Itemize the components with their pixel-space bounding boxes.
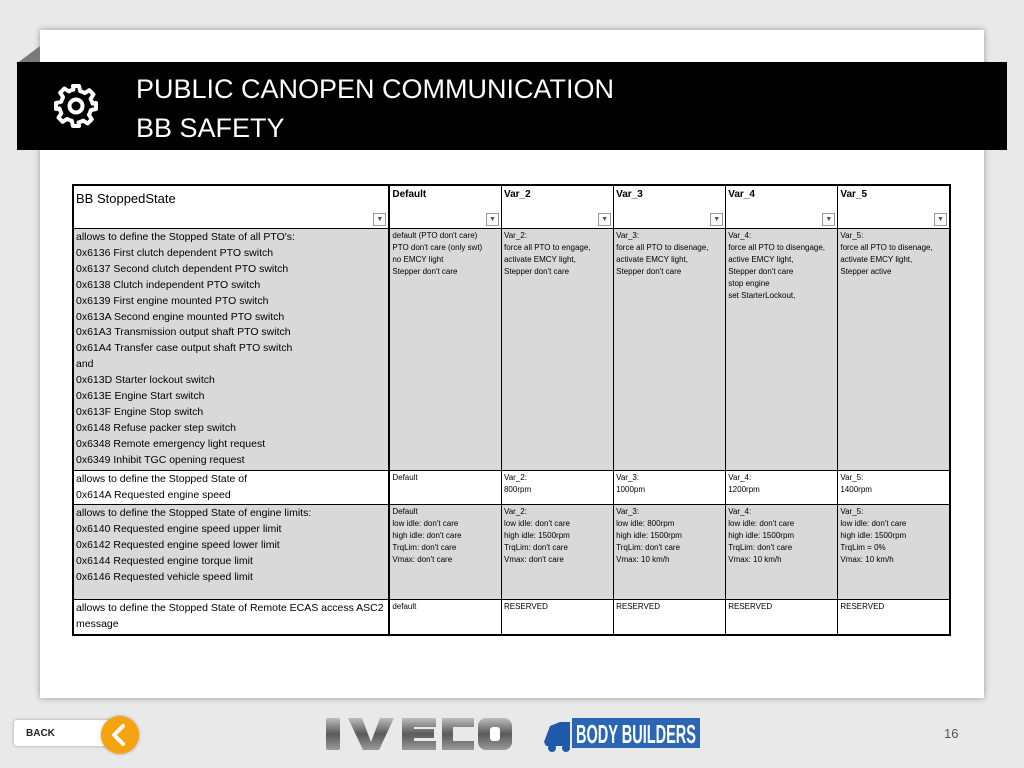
filter-dropdown-icon[interactable]: ▼ (934, 213, 947, 226)
filter-dropdown-icon[interactable]: ▼ (710, 213, 723, 226)
value-cell: default (389, 600, 501, 635)
table-header-row (73, 185, 950, 229)
description-line: 0x6138 Clutch independent PTO switch (76, 278, 261, 291)
page-number: 16 (944, 726, 959, 741)
value-cell: Var_5: 1400rpm (838, 470, 950, 505)
value-cell: Var_4: 1200rpm (726, 470, 838, 505)
column-header: Var_4 (728, 189, 755, 200)
page-title (136, 70, 614, 148)
description-line: 0x6142 Requested engine speed lower limit (76, 539, 280, 552)
back-circle-button[interactable] (101, 716, 139, 754)
value-cell: Var_4: low idle: don't care high idle: 1500rpm TrqLim: don't care Vmax: 10 km/h (726, 505, 838, 600)
header-cell-var2 (501, 185, 613, 229)
bb-stoppedstate-table (72, 184, 951, 636)
description-line: 0x6148 Refuse packer step switch (76, 421, 236, 434)
value-cell: Var_2: low idle: don't care high idle: 1500rpm TrqLim: don't care Vmax: don't care (501, 505, 613, 600)
description-line: allows to define the Stopped State of (76, 472, 248, 485)
filter-dropdown-icon[interactable]: ▼ (822, 213, 835, 226)
header-cell-var4 (726, 185, 838, 229)
table-row (73, 505, 950, 600)
value-cell: Default (389, 470, 501, 505)
description-line: and (76, 358, 94, 371)
description-line: 0x614A Requested engine speed (76, 488, 231, 501)
filter-dropdown-icon[interactable]: ▼ (373, 213, 386, 226)
row-description (73, 600, 389, 635)
description-line: 0x6348 Remote emergency light request (76, 437, 266, 450)
title-line-1: PUBLIC CANOPEN COMMUNICATION (136, 74, 615, 104)
description-line: allows to define the Stopped State of engine limits: (76, 507, 312, 520)
value-cell: Var_3: low idle: 800rpm high idle: 1500rpm TrqLim: don't care Vmax: 10 km/h (614, 505, 726, 600)
value-cell: RESERVED (501, 600, 613, 635)
value-cell: Var_2: force all PTO to engage, activate EMCY light, Stepper don't care (501, 229, 613, 471)
value-cell: default (PTO don't care) PTO don't care (only swt) no EMCY light Stepper don't care (389, 229, 501, 471)
description-line: 0x6137 Second clutch dependent PTO switch (76, 262, 289, 275)
description-line: 0x61A4 Transfer case output shaft PTO switch (76, 342, 293, 355)
value-cell: Var_3: 1000pm (614, 470, 726, 505)
table-row (73, 600, 950, 635)
title-line-2: BB SAFETY (136, 113, 285, 143)
value-cell: RESERVED (614, 600, 726, 635)
description-line: allows to define the Stopped State of Remote ECAS access ASC2 message (76, 602, 384, 631)
filter-dropdown-icon[interactable]: ▼ (598, 213, 611, 226)
description-line: 0x613F Engine Stop switch (76, 405, 204, 418)
description-line: 0x6140 Requested engine speed upper limit (76, 523, 282, 536)
back-label: BACK (26, 728, 55, 739)
gear-icon (52, 82, 100, 130)
column-header: Var_5 (840, 189, 868, 200)
header-label: BB StoppedState (76, 191, 176, 206)
value-cell: Var_4: force all PTO to disengage, active EMCY light, Stepper don't care stop engine set StarterLockout, (726, 229, 838, 471)
value-cell: Var_5: force all PTO to disenage, activate EMCY light, Stepper active (838, 229, 950, 471)
value-cell: Var_2: 800rpm (501, 470, 613, 505)
description-line: 0x613D Starter lockout switch (76, 374, 215, 387)
description-line: 0x6146 Requested vehicle speed limit (76, 571, 253, 584)
column-header: Var_3 (616, 189, 643, 200)
row-description (73, 229, 389, 471)
row-description (73, 505, 389, 600)
description-line: allows to define the Stopped State of all PTO's: (76, 231, 295, 243)
description-line: 0x6136 First clutch dependent PTO switch (76, 246, 274, 259)
bodybuilders-logo-text: BODY BUILDERS (576, 719, 696, 749)
header-cell-stoppedstate (73, 185, 389, 229)
description-line: 0x6144 Requested engine torque limit (76, 555, 253, 568)
description-line: 0x613E Engine Start switch (76, 390, 205, 403)
row-description (73, 470, 389, 505)
column-header: Default (392, 189, 427, 200)
table-row (73, 229, 950, 471)
description-line: 0x6139 First engine mounted PTO switch (76, 294, 269, 307)
iveco-logo (322, 713, 516, 755)
filter-dropdown-icon[interactable]: ▼ (486, 213, 499, 226)
description-line: 0x613A Second engine mounted PTO switch (76, 310, 285, 323)
value-cell: RESERVED (726, 600, 838, 635)
description-line: 0x61A3 Transmission output shaft PTO switch (76, 326, 291, 339)
value-cell: Default low idle: don't care high idle: don't care TrqLim: don't care Vmax: don't care (389, 505, 501, 600)
value-cell: RESERVED (838, 600, 950, 635)
column-header: Var_2 (503, 189, 531, 200)
header-cell-default (389, 185, 501, 229)
value-cell: Var_3: force all PTO to disenage, activate EMCY light, Stepper don't care (614, 229, 726, 471)
value-cell: Var_5: low idle: don't care high idle: 1500rpm TrqLim = 0% Vmax: 10 km/h (838, 505, 950, 600)
header-cell-var3 (614, 185, 726, 229)
chevron-left-icon (101, 716, 139, 754)
description-line: 0x6349 Inhibit TGC opening request (76, 453, 245, 466)
bodybuilders-logo (540, 712, 702, 754)
header-cell-var5 (838, 185, 950, 229)
table-row (73, 470, 950, 505)
